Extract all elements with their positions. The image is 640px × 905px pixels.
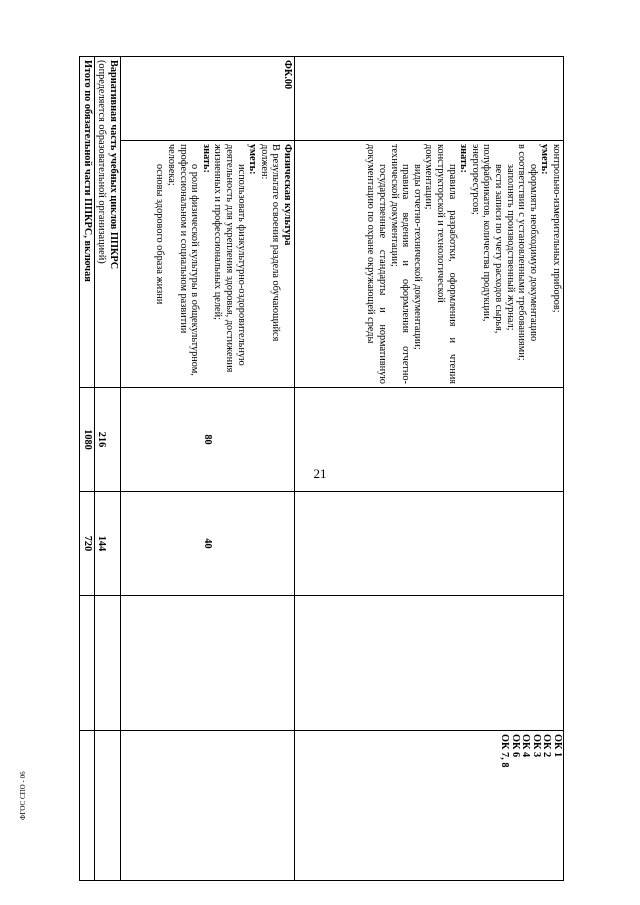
total-hours-cell: 80 bbox=[121, 388, 295, 492]
text-line: деятельность для укрепления здоровья, достижения bbox=[224, 144, 236, 373]
text-line: о роли физической культуры в общекультурном, bbox=[189, 164, 201, 376]
text-line: документации; bbox=[423, 144, 435, 210]
footer-label: ФГОС СПО - 06 bbox=[19, 771, 27, 820]
competency-code: ОК 4 bbox=[520, 734, 532, 758]
total-hours-cell: 1080 bbox=[80, 388, 95, 492]
text-line: документацию по охране окружающей среды bbox=[365, 144, 377, 344]
competencies-cell bbox=[94, 731, 120, 881]
competency-code: ОК 1 bbox=[552, 734, 563, 758]
discipline-cell bbox=[295, 596, 564, 731]
discipline-cell bbox=[94, 596, 120, 731]
competency-code: ОК 6 bbox=[510, 734, 521, 758]
compulsory-hours-cell: 144 bbox=[94, 492, 120, 596]
competencies-cell bbox=[80, 731, 95, 881]
table-row bbox=[80, 57, 95, 881]
text-line: использовать физкультурно-оздоровительную bbox=[235, 164, 247, 366]
skills-cell bbox=[121, 141, 295, 388]
rotated-table-area bbox=[81, 56, 564, 880]
variable-part-cell bbox=[94, 57, 120, 388]
text-line: Физическая культура bbox=[282, 144, 293, 246]
text-line: Вариативная часть учебных циклов ППКРС bbox=[108, 60, 119, 270]
text-line: полуфабрикатов, количества продукции, bbox=[481, 144, 493, 322]
text-line: правила ведения и оформления отчетно- bbox=[400, 164, 412, 384]
text-line: знать: bbox=[458, 144, 470, 173]
text-line: энергоресурсов; bbox=[469, 144, 481, 215]
text-line: оформлять необходимую документацию bbox=[527, 164, 539, 342]
page-number: 21 bbox=[313, 466, 327, 481]
text-line: вести записи по учету расходов сырья, bbox=[493, 164, 505, 334]
competencies-cell bbox=[295, 731, 564, 881]
text-line: конструкторской и технологической bbox=[435, 144, 447, 303]
code-cell: ФК.00 bbox=[121, 57, 295, 141]
compulsory-hours-cell: 40 bbox=[121, 492, 295, 596]
text-line: в соответствии с установленными требованиями; bbox=[516, 144, 528, 361]
competencies-cell bbox=[121, 731, 295, 881]
text-line: основы здорового образа жизни bbox=[154, 164, 166, 305]
discipline-cell bbox=[80, 596, 95, 731]
text-line: виды отчетно-технической документации; bbox=[411, 164, 423, 350]
table-row bbox=[94, 57, 120, 881]
curriculum-table bbox=[79, 56, 564, 881]
table-row bbox=[295, 57, 564, 881]
competency-code: ОК 2 bbox=[541, 734, 553, 758]
total-hours-cell: 216 bbox=[94, 388, 120, 492]
compulsory-hours-cell: 720 bbox=[80, 492, 95, 596]
text-line: знать: bbox=[200, 144, 212, 173]
total-hours-cell bbox=[295, 388, 564, 492]
text-line: государственные стандарты и нормативную bbox=[377, 164, 389, 384]
text-line: должен: bbox=[258, 144, 270, 180]
text-line: (определяется образовательной организацией) bbox=[96, 60, 108, 264]
text-line: контрольно-измерительных приборов; bbox=[551, 144, 562, 313]
text-line: правила разработки, оформления и чтения bbox=[446, 164, 458, 384]
table-row bbox=[121, 57, 295, 881]
skills-cell bbox=[295, 141, 564, 388]
text-line: профессиональном и социальном развитии bbox=[177, 144, 189, 334]
text-line: жизненных и профессиональных целей; bbox=[212, 144, 224, 320]
text-line: В результате освоения раздела обучающийся bbox=[270, 144, 282, 342]
discipline-cell bbox=[121, 596, 295, 731]
text-line: человека; bbox=[166, 144, 178, 186]
text-line: уметь: bbox=[247, 144, 259, 175]
competency-code: ОК 7, 8 bbox=[499, 734, 511, 768]
code-cell-empty bbox=[295, 57, 564, 141]
total-compulsory-cell: Итого по обязательной части ППКРС, включая bbox=[80, 57, 95, 388]
text-line: заполнять производственный журнал; bbox=[504, 164, 516, 331]
compulsory-hours-cell bbox=[295, 492, 564, 596]
text-line: уметь: bbox=[539, 144, 551, 175]
text-line: технической документации; bbox=[388, 144, 400, 267]
competency-code: ОК 3 bbox=[531, 734, 542, 758]
